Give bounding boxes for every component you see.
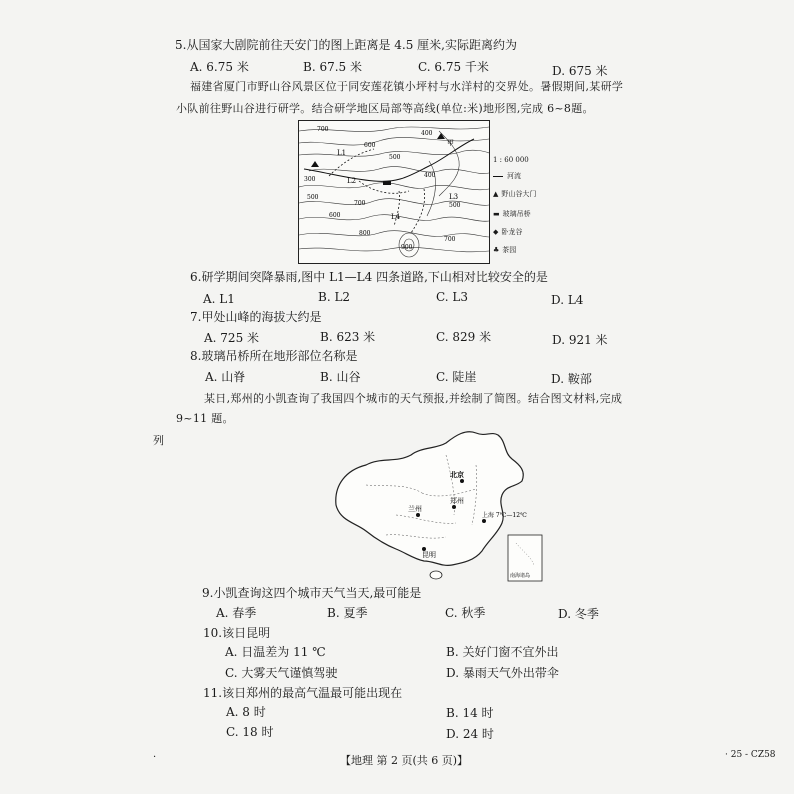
- q5-option-b[interactable]: B. 67.5 米: [303, 60, 362, 74]
- contour-label-800: 800: [359, 230, 371, 237]
- q10-option-a[interactable]: A. 日温差为 11 ℃: [225, 645, 326, 659]
- q9-option-a[interactable]: A. 春季: [216, 606, 257, 620]
- contour-label-300: 300: [304, 176, 316, 183]
- q7-option-d[interactable]: D. 921 米: [552, 333, 608, 347]
- bridge-icon: ▬: [493, 210, 500, 218]
- q8-option-d[interactable]: D. 鞍部: [551, 372, 592, 386]
- contour-label-900: 900: [401, 244, 413, 251]
- legend-valley-row: [493, 228, 522, 236]
- legend-scale: 1 : 60 000: [493, 156, 529, 164]
- gate-icon: ▲: [493, 190, 499, 198]
- road-label-l2: L2: [347, 177, 357, 185]
- q8-stem: 8.玻璃吊桥所在地形部位名称是: [190, 349, 358, 363]
- city-shanghai: 上海 7℃—12℃: [482, 512, 527, 519]
- contour-label-500c: 500: [449, 202, 461, 209]
- legend-gate: 野山谷大门: [501, 190, 537, 198]
- valley-icon: ◆: [493, 228, 499, 236]
- contour-label-400b: 400: [424, 172, 436, 179]
- q9-option-b[interactable]: B. 夏季: [327, 606, 368, 620]
- city-zhengzhou: 郑州: [450, 497, 464, 505]
- q6-option-a[interactable]: A. L1: [203, 292, 235, 306]
- q10-option-b[interactable]: B. 关好门窗不宜外出: [446, 645, 559, 659]
- contour-label-500: 500: [389, 154, 401, 161]
- legend-bridge: 玻璃吊桥: [502, 210, 531, 218]
- contour-label-500b: 500: [307, 194, 319, 201]
- china-map: [326, 425, 558, 587]
- intro-9-11-line1: 某日,郑州的小凯查询了我国四个城市的天气预报,并绘制了简图。结合图文材料,完成: [204, 392, 623, 405]
- margin-char: 列: [153, 434, 164, 447]
- china-map-svg: [326, 425, 558, 587]
- q11-stem: 11.该日郑州的最高气温最可能出现在: [203, 686, 403, 700]
- q10-stem: 10.该日昆明: [203, 626, 271, 640]
- q11-option-a[interactable]: A. 8 时: [226, 705, 266, 719]
- legend-bridge-row: [493, 210, 531, 218]
- footer-code: · 25 - CZ58: [725, 750, 776, 760]
- shanghai-dot: [482, 519, 486, 523]
- q6-option-c[interactable]: C. L3: [436, 290, 468, 304]
- intro-9-11-line2: 9~11 题。: [176, 412, 234, 425]
- q9-option-d[interactable]: D. 冬季: [558, 607, 599, 621]
- footer-left: ·: [153, 752, 157, 763]
- q10-option-d[interactable]: D. 暴雨天气外出带伞: [446, 666, 559, 680]
- legend-tea-row: [493, 246, 516, 254]
- legend-gate-row: [493, 190, 536, 198]
- q10-option-c[interactable]: C. 大雾天气谨慎驾驶: [225, 666, 338, 680]
- river-line-icon: [493, 176, 503, 177]
- inset-label: 南海诸岛: [510, 573, 531, 579]
- place-label-jia: 甲: [447, 139, 454, 147]
- road-label-l3: L3: [449, 193, 459, 201]
- q9-stem: 9.小凯查询这四个城市天气当天,最可能是: [202, 586, 422, 600]
- contour-label-700c: 700: [444, 236, 456, 243]
- q5-option-a[interactable]: A. 6.75 米: [190, 60, 249, 74]
- footer-page: 【地理 第 2 页(共 6 页)】: [340, 754, 469, 767]
- q6-stem: 6.研学期间突降暴雨,图中 L1—L4 四条道路,下山相对比较安全的是: [190, 270, 548, 284]
- q5-stem: 5.从国家大剧院前往天安门的图上距离是 4.5 厘米,实际距离约为: [175, 38, 517, 52]
- tea-icon: ♣: [493, 246, 500, 254]
- q7-option-c[interactable]: C. 829 米: [436, 330, 492, 344]
- intro-6-8-line2: 小队前往野山谷进行研学。结合研学地区局部等高线(单位:米)地形图,完成 6~8题。: [176, 102, 594, 115]
- beijing-dot: [460, 479, 464, 483]
- contour-label-600b: 600: [329, 212, 341, 219]
- road-label-l1: L1: [337, 149, 347, 157]
- contour-map: [298, 120, 490, 264]
- q7-stem: 7.甲处山峰的海拔大约是: [190, 310, 322, 324]
- q5-option-c[interactable]: C. 6.75 千米: [418, 60, 489, 74]
- contour-label-400: 400: [421, 130, 433, 137]
- legend-valley: 卧龙谷: [501, 228, 523, 236]
- q8-option-b[interactable]: B. 山谷: [320, 370, 361, 384]
- zhengzhou-dot: [452, 505, 456, 509]
- contour-label-600: 600: [364, 142, 376, 149]
- q7-option-a[interactable]: A. 725 米: [204, 331, 260, 345]
- city-kunming: 昆明: [422, 551, 436, 559]
- q11-option-c[interactable]: C. 18 时: [226, 725, 274, 739]
- legend-river-row: [493, 172, 521, 180]
- legend-tea: 茶园: [502, 246, 517, 254]
- q11-option-b[interactable]: B. 14 时: [446, 706, 494, 720]
- q9-option-c[interactable]: C. 秋季: [445, 606, 486, 620]
- legend-river: 河流: [507, 172, 521, 180]
- q6-option-b[interactable]: B. L2: [318, 290, 351, 304]
- contour-map-svg: [299, 121, 489, 263]
- q8-option-a[interactable]: A. 山脊: [205, 370, 246, 384]
- contour-label-700: 700: [317, 126, 329, 133]
- q5-option-d[interactable]: D. 675 米: [552, 64, 608, 78]
- q6-option-d[interactable]: D. L4: [551, 293, 584, 307]
- intro-6-8-line1: 福建省厦门市野山谷风景区位于同安莲花镇小坪村与水洋村的交界处。暑假期间,某研学: [190, 80, 624, 93]
- lanzhou-dot: [416, 513, 420, 517]
- q11-option-d[interactable]: D. 24 时: [446, 727, 494, 741]
- city-beijing: 北京: [450, 470, 464, 479]
- contour-label-700b: 700: [354, 200, 366, 207]
- city-lanzhou: 兰州: [408, 505, 422, 513]
- q8-option-c[interactable]: C. 陡崖: [436, 370, 477, 384]
- q7-option-b[interactable]: B. 623 米: [320, 330, 376, 344]
- road-label-l4: L4: [391, 213, 401, 221]
